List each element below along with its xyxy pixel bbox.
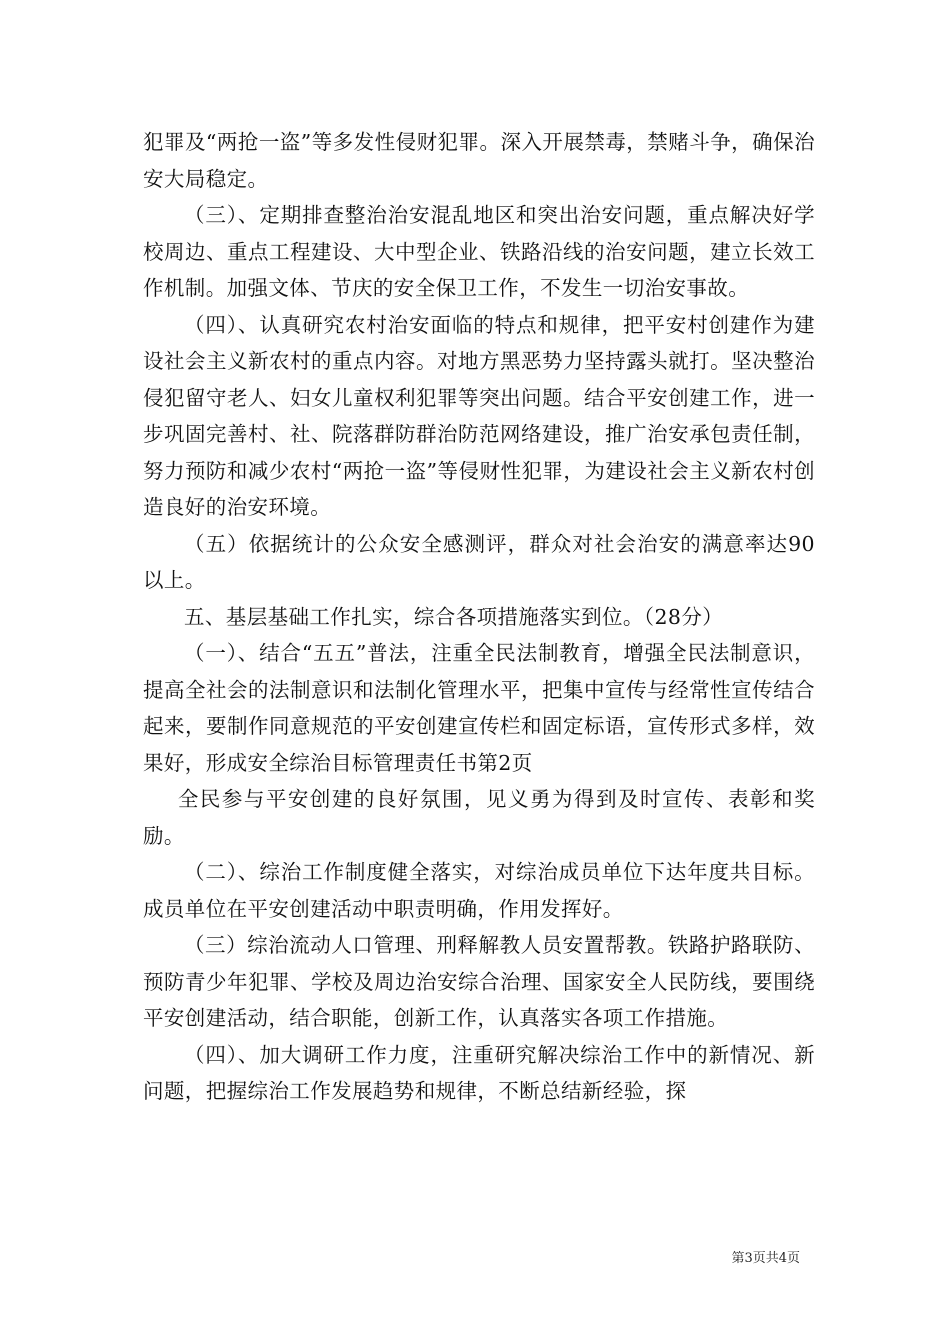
- document-body: [143, 124, 815, 1110]
- page-number-footer: 第3页共4页: [731, 1251, 800, 1266]
- paragraph-section5-item-3: （三）综治流动人口管理、刑释解教人员安置帮教。铁路护路联防、预防青少年犯罪、学校及周边治安综合治理、国家安全人民防线，要围绕平安创建活动，结合职能，创新工作，认真落实各项工作措施。: [143, 933, 815, 1030]
- paragraph-continuation: 犯罪及“两抢一盗”等多发性侵财犯罪。深入开展禁毒，禁赌斗争，确保治安大局稳定。: [143, 130, 815, 191]
- paragraph-item-4: （四）、认真研究农村治安面临的特点和规律，把平安村创建作为建设社会主义新农村的重点内容。对地方黑恶势力坚持露头就打。坚决整治侵犯留守老人、妇女儿童权利犯罪等突出问题。结合平安创建工作，进一步巩固完善村、社、院落群防群治防范网络建设，推广治安承包责任制，努力预防和减少农村“两抢一盗”等侵财性犯罪，为建设社会主义新农村创造良好的治安环境。: [143, 312, 815, 519]
- section-heading-5: 五、基层基础工作扎实，综合各项措施落实到位。（28分）: [184, 604, 724, 629]
- paragraph-item-5: （五）依据统计的公众安全感测评，群众对社会治安的满意率达90以上。: [143, 531, 815, 592]
- paragraph-section5-item-1-cont: 全民参与平安创建的良好氛围，见义勇为得到及时宣传、表彰和奖励。: [143, 787, 815, 848]
- paragraph-item-3: （三）、定期排查整治治安混乱地区和突出治安问题，重点解决好学校周边、重点工程建设、大中型企业、铁路沿线的治安问题，建立长效工作机制。加强文体、节庆的安全保卫工作，不发生一切治安事故。: [143, 203, 815, 300]
- paragraph-section5-item-2: （二）、综治工作制度健全落实，对综治成员单位下达年度共目标。成员单位在平安创建活动中职责明确，作用发挥好。: [143, 860, 815, 921]
- paragraph-section5-item-1: （一）、结合“五五”普法，注重全民法制教育，增强全民法制意识，提高全社会的法制意识和法制化管理水平，把集中宣传与经常性宣传结合起来，要制作同意规范的平安创建宣传栏和固定标语，宣传形式多样，效果好，形成安全综治目标管理责任书第2页: [143, 641, 815, 775]
- paragraph-section5-item-4: （四）、加大调研工作力度，注重研究解决综治工作中的新情况、新问题，把握综治工作发展趋势和规律，不断总结新经验，探: [143, 1042, 815, 1103]
